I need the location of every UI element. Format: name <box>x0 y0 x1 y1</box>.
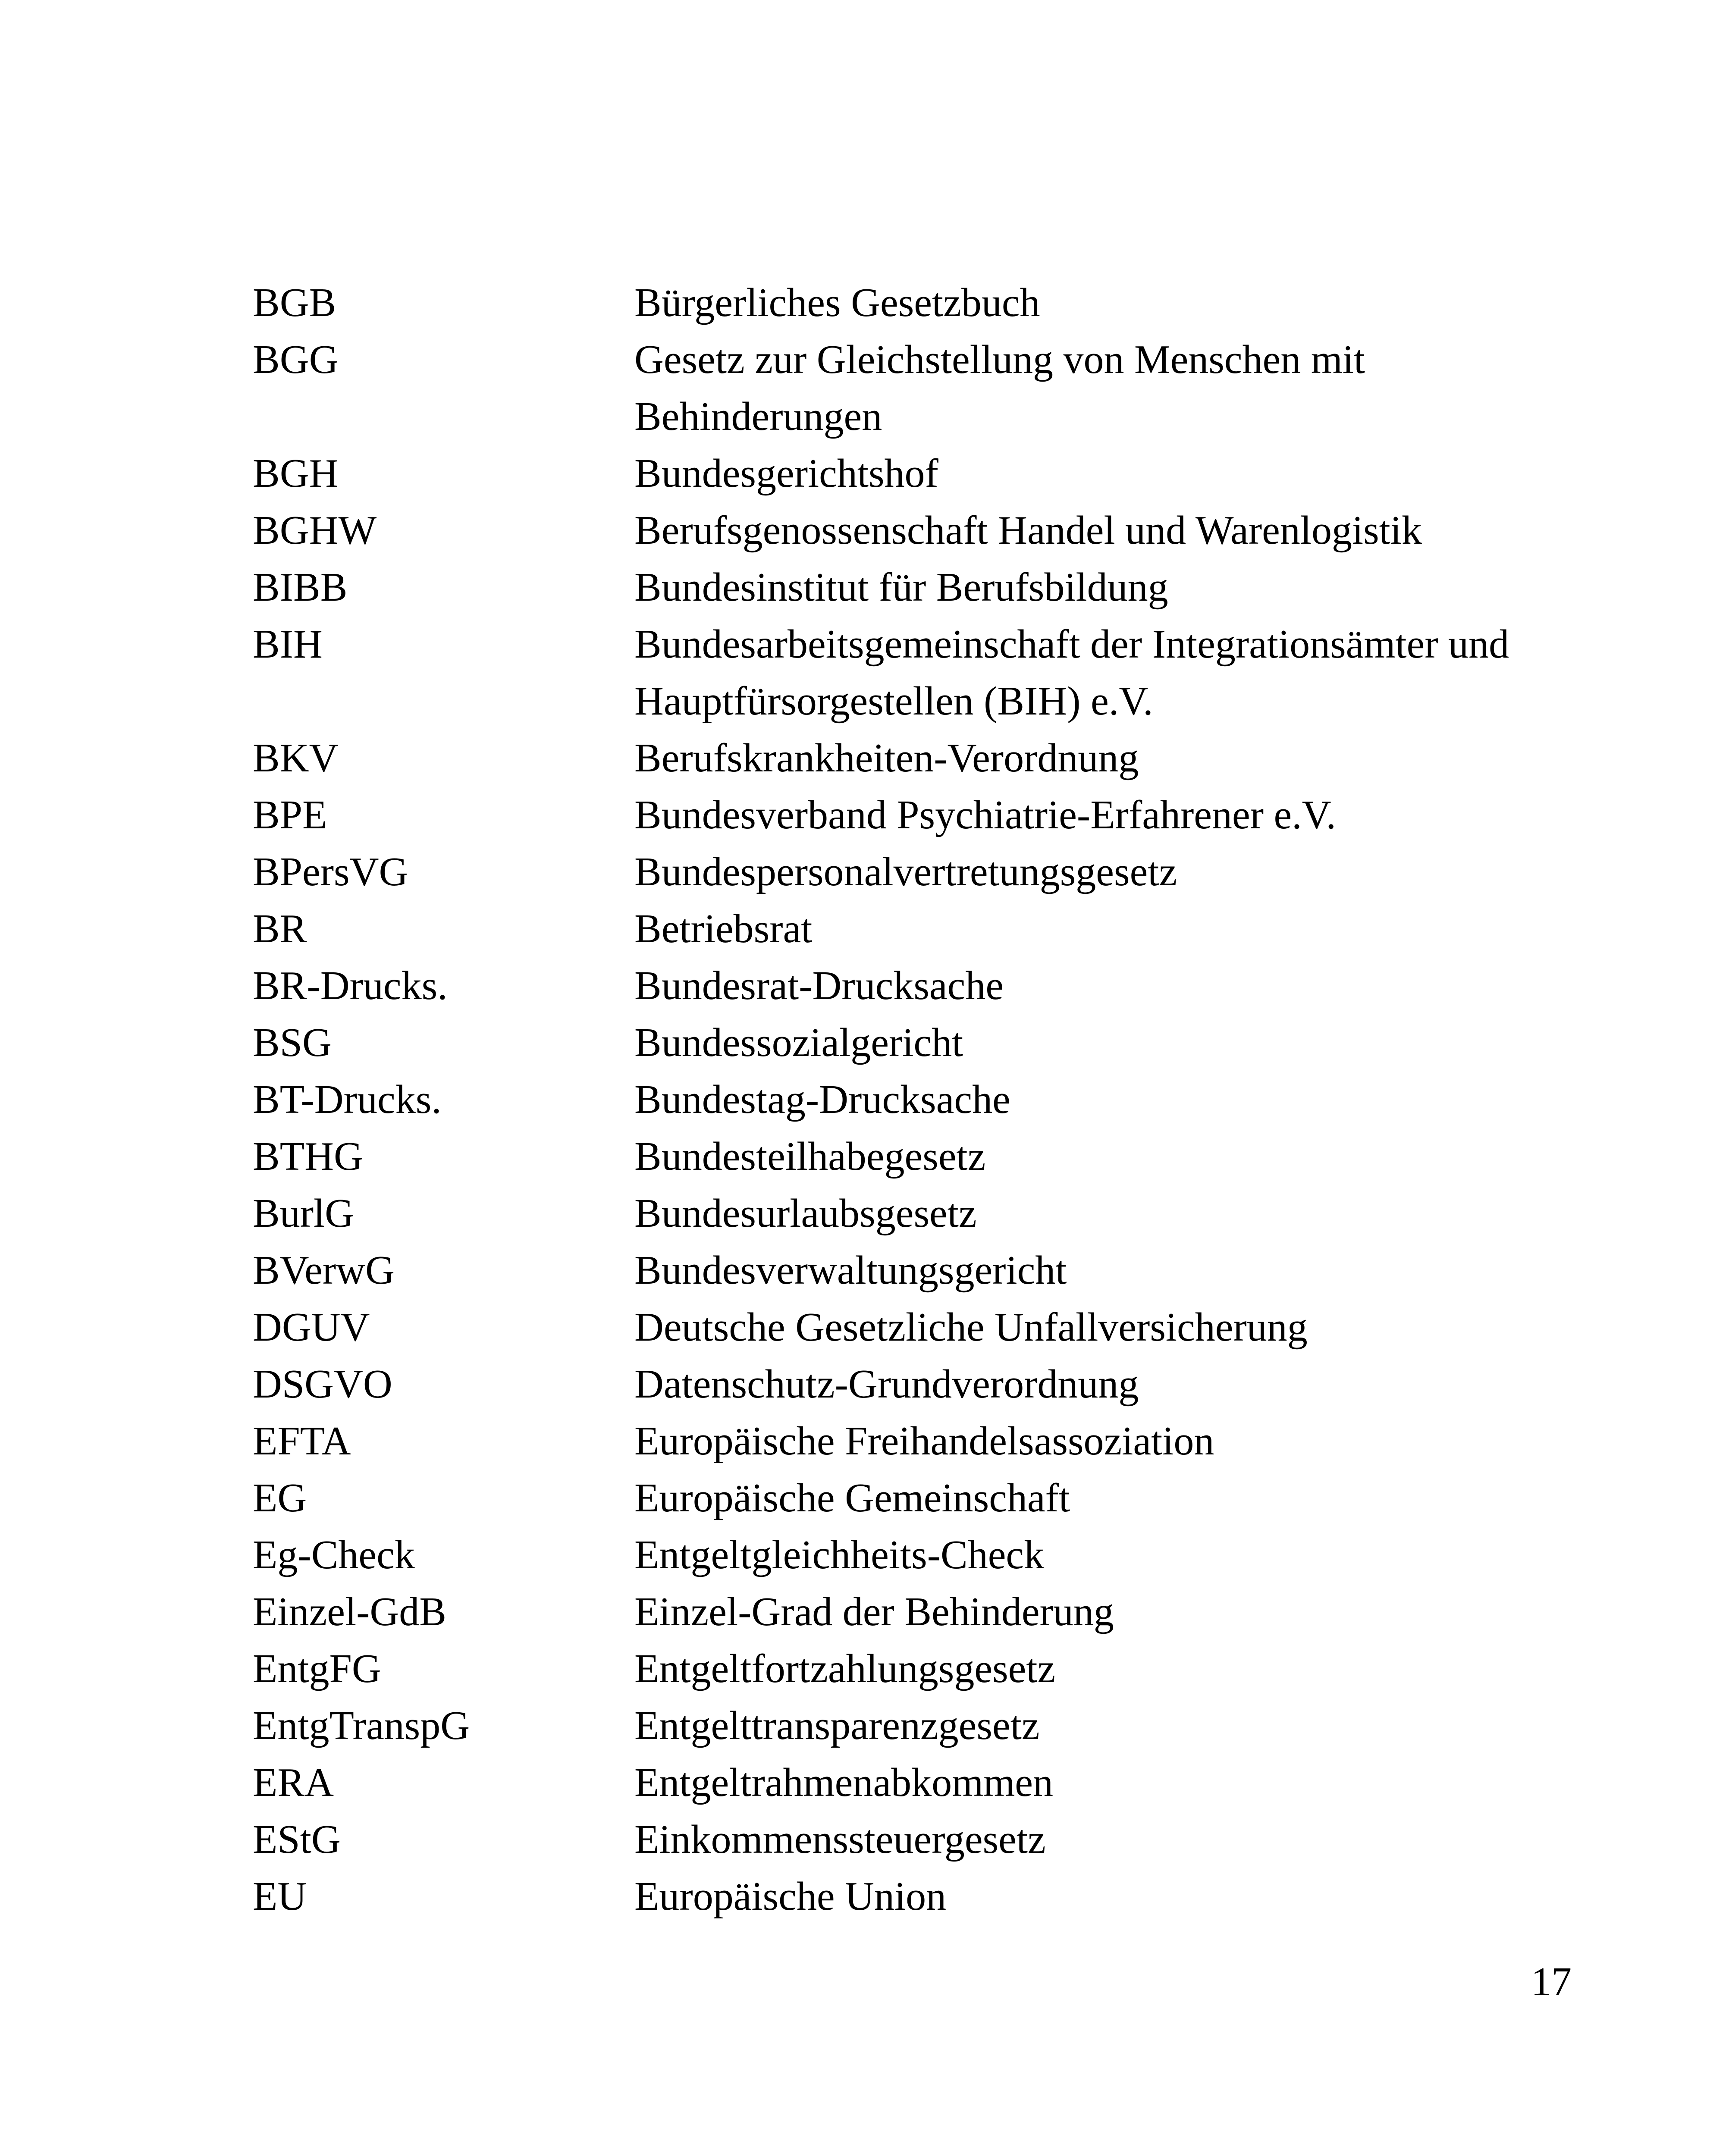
abbreviation: Einzel-GdB <box>253 1589 446 1634</box>
abbreviation-meaning: Einkommenssteuergesetz <box>634 1817 1046 1862</box>
abbreviation-row <box>253 730 1555 787</box>
abbreviation-row <box>253 331 1555 445</box>
abbreviation-row <box>253 1356 1555 1413</box>
abbreviation-meaning: Datenschutz-Grundverordnung <box>634 1362 1139 1407</box>
abbreviation-row <box>253 1242 1555 1299</box>
abbreviation-row <box>253 1014 1555 1071</box>
abbreviation-meaning: Europäische Union <box>634 1874 947 1919</box>
abbreviation-meaning: Bundesteilhabegesetz <box>634 1134 986 1179</box>
abbreviation-row <box>253 843 1555 900</box>
abbreviation-list <box>253 274 1555 1925</box>
abbreviation-row <box>253 957 1555 1014</box>
abbreviation: EU <box>253 1874 307 1919</box>
abbreviation-row <box>253 559 1555 616</box>
abbreviation: BIH <box>253 622 323 667</box>
abbreviation: BGHW <box>253 508 377 553</box>
abbreviation: ERA <box>253 1760 334 1805</box>
abbreviation-meaning: Gesetz zur Gleichstellung von Menschen mit Behinderungen <box>634 337 1365 439</box>
abbreviation-meaning: Entgelttransparenzgesetz <box>634 1703 1040 1748</box>
abbreviation-row <box>253 1526 1555 1583</box>
abbreviation-meaning: Bundesarbeitsgemeinschaft der Integrationsämter und Hauptfürsorgestellen (BIH) e.V. <box>634 622 1509 724</box>
abbreviation: BIBB <box>253 565 348 610</box>
abbreviation-row <box>253 1754 1555 1811</box>
abbreviation: DSGVO <box>253 1362 392 1407</box>
abbreviation-meaning: Entgeltrahmenabkommen <box>634 1760 1054 1805</box>
abbreviation-row <box>253 616 1555 730</box>
abbreviation-row <box>253 1185 1555 1242</box>
abbreviation-meaning: Bürgerliches Gesetzbuch <box>634 280 1040 325</box>
abbreviation: BTHG <box>253 1134 363 1179</box>
abbreviation-row <box>253 900 1555 957</box>
abbreviation: EntgTranspG <box>253 1703 470 1748</box>
abbreviation: BR-Drucks. <box>253 963 448 1008</box>
abbreviation-meaning: Entgeltfortzahlungsgesetz <box>634 1646 1056 1691</box>
abbreviation-row <box>253 1868 1555 1925</box>
abbreviation-meaning: Bundespersonalvertretungsgesetz <box>634 849 1177 894</box>
abbreviation-row <box>253 1640 1555 1697</box>
abbreviation: BKV <box>253 736 339 780</box>
page-number: 17 <box>1531 1959 1572 2004</box>
abbreviation-meaning: Bundesverband Psychiatrie-Erfahrener e.V. <box>634 793 1337 837</box>
abbreviation: BGB <box>253 280 336 325</box>
abbreviation-row <box>253 502 1555 559</box>
abbreviation-row <box>253 1697 1555 1754</box>
abbreviation-row <box>253 1413 1555 1470</box>
abbreviation: BSG <box>253 1020 332 1065</box>
abbreviation-meaning: Entgeltgleichheits-Check <box>634 1532 1045 1577</box>
abbreviation: BPE <box>253 793 327 837</box>
abbreviation-meaning: Bundesgerichtshof <box>634 451 938 496</box>
abbreviation-meaning: Bundestag-Drucksache <box>634 1077 1010 1122</box>
abbreviation-row <box>253 1470 1555 1526</box>
abbreviation-meaning: Bundesverwaltungsgericht <box>634 1248 1067 1293</box>
abbreviation-meaning: Deutsche Gesetzliche Unfallversicherung <box>634 1305 1308 1350</box>
abbreviation: EFTA <box>253 1419 351 1463</box>
abbreviation-meaning: Europäische Gemeinschaft <box>634 1476 1070 1520</box>
abbreviation-row <box>253 1811 1555 1868</box>
abbreviation: BGG <box>253 337 339 382</box>
abbreviation: Eg-Check <box>253 1532 415 1577</box>
abbreviation-meaning: Berufsgenossenschaft Handel und Warenlogistik <box>634 508 1422 553</box>
abbreviation-row <box>253 274 1555 331</box>
abbreviation-meaning: Bundesrat-Drucksache <box>634 963 1004 1008</box>
abbreviation: BR <box>253 906 307 951</box>
abbreviation-meaning: Betriebsrat <box>634 906 813 951</box>
abbreviation-row <box>253 787 1555 843</box>
abbreviation: EG <box>253 1476 307 1520</box>
abbreviation: EStG <box>253 1817 341 1862</box>
abbreviation-row <box>253 445 1555 502</box>
abbreviation-row <box>253 1071 1555 1128</box>
abbreviation: DGUV <box>253 1305 370 1350</box>
abbreviation-row <box>253 1583 1555 1640</box>
abbreviation-meaning: Einzel-Grad der Behinderung <box>634 1589 1114 1634</box>
abbreviation-row <box>253 1299 1555 1356</box>
abbreviation-meaning: Bundesurlaubsgesetz <box>634 1191 977 1236</box>
abbreviation: EntgFG <box>253 1646 381 1691</box>
abbreviation-meaning: Bundesinstitut für Berufsbildung <box>634 565 1168 610</box>
abbreviation: BVerwG <box>253 1248 395 1293</box>
abbreviation: BT-Drucks. <box>253 1077 442 1122</box>
abbreviation-meaning: Europäische Freihandelsassoziation <box>634 1419 1214 1463</box>
abbreviation: BGH <box>253 451 339 496</box>
abbreviation: BurlG <box>253 1191 354 1236</box>
abbreviation-meaning: Berufskrankheiten-Verordnung <box>634 736 1139 780</box>
abbreviation: BPersVG <box>253 849 408 894</box>
abbreviation-meaning: Bundessozialgericht <box>634 1020 963 1065</box>
abbreviation-row <box>253 1128 1555 1185</box>
